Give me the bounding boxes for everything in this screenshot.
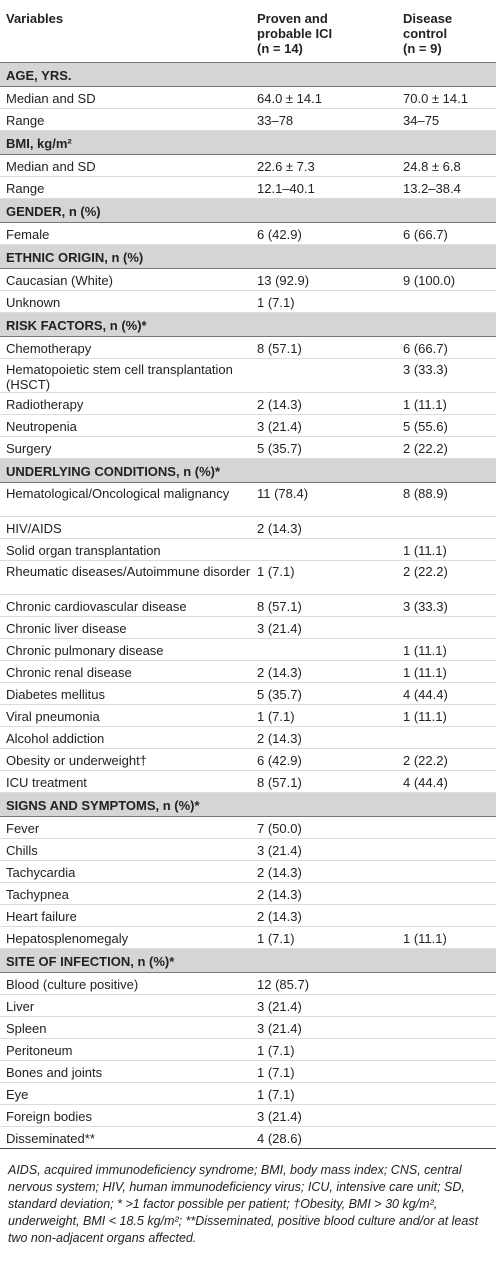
table-row bbox=[0, 1016, 496, 1038]
cell-disease-control: 2 (22.2) bbox=[397, 748, 496, 770]
table-row bbox=[0, 1082, 496, 1104]
header-control-n: (n = 9) bbox=[403, 41, 442, 56]
table-row bbox=[0, 436, 496, 458]
row-label: Chronic pulmonary disease bbox=[0, 638, 251, 660]
cell-proven-ici: 2 (14.3) bbox=[251, 392, 397, 414]
row-label: Chronic renal disease bbox=[0, 660, 251, 682]
section-title: SIGNS AND SYMPTOMS, n (%)* bbox=[0, 792, 496, 816]
cell-disease-control bbox=[397, 860, 496, 882]
cell-disease-control bbox=[397, 290, 496, 312]
cell-proven-ici: 1 (7.1) bbox=[251, 704, 397, 726]
row-label: ICU treatment bbox=[0, 770, 251, 792]
table-row bbox=[0, 616, 496, 638]
cell-disease-control: 1 (11.1) bbox=[397, 392, 496, 414]
row-label: Unknown bbox=[0, 290, 251, 312]
cell-disease-control bbox=[397, 1038, 496, 1060]
cell-proven-ici: 13 (92.9) bbox=[251, 268, 397, 290]
row-label: Eye bbox=[0, 1082, 251, 1104]
cell-proven-ici: 8 (57.1) bbox=[251, 770, 397, 792]
cell-proven-ici: 64.0 ± 14.1 bbox=[251, 86, 397, 108]
table-row bbox=[0, 86, 496, 108]
section-title: BMI, kg/m² bbox=[0, 130, 496, 154]
header-proven-probable-ici bbox=[251, 0, 397, 62]
row-label: Hematological/Oncological malignancy bbox=[0, 482, 251, 516]
cell-disease-control: 24.8 ± 6.8 bbox=[397, 154, 496, 176]
row-label: Liver bbox=[0, 994, 251, 1016]
table-row bbox=[0, 816, 496, 838]
cell-disease-control: 2 (22.2) bbox=[397, 560, 496, 594]
header-variables: Variables bbox=[6, 11, 64, 26]
table-header-row bbox=[0, 0, 496, 62]
header-proven-line2: probable ICI bbox=[257, 26, 333, 41]
table-row bbox=[0, 516, 496, 538]
table-row bbox=[0, 176, 496, 198]
section-title: UNDERLYING CONDITIONS, n (%)* bbox=[0, 458, 496, 482]
cell-disease-control bbox=[397, 882, 496, 904]
cell-disease-control bbox=[397, 1082, 496, 1104]
table-row bbox=[0, 392, 496, 414]
footnote-text: AIDS, acquired immunodeficiency syndrome; BMI, body mass index; CNS, central nervous system; HIV, human immunodeficiency virus; ICU, intensive care unit; SD, standard deviation; * >1 factor possible per patient; †Obesity, BMI > 30 kg/m², underweight, BMI < 18.5 kg/m²; **Disseminated, positive blood culture and/or at least two non-adjacent organs affected. bbox=[8, 1162, 479, 1245]
cell-disease-control bbox=[397, 838, 496, 860]
table-row bbox=[0, 594, 496, 616]
header-control-line1: Disease bbox=[403, 11, 453, 26]
cell-proven-ici: 1 (7.1) bbox=[251, 560, 397, 594]
table-row bbox=[0, 1126, 496, 1148]
cell-proven-ici bbox=[251, 538, 397, 560]
row-label: Fever bbox=[0, 816, 251, 838]
cell-disease-control: 2 (22.2) bbox=[397, 436, 496, 458]
row-label: Range bbox=[0, 176, 251, 198]
table-row bbox=[0, 1060, 496, 1082]
table-row bbox=[0, 222, 496, 244]
section-header-row bbox=[0, 312, 496, 336]
cell-proven-ici: 3 (21.4) bbox=[251, 616, 397, 638]
cell-disease-control bbox=[397, 616, 496, 638]
cell-proven-ici: 11 (78.4) bbox=[251, 482, 397, 516]
cell-proven-ici: 2 (14.3) bbox=[251, 882, 397, 904]
table-row bbox=[0, 904, 496, 926]
section-header-row bbox=[0, 62, 496, 86]
cell-proven-ici: 2 (14.3) bbox=[251, 726, 397, 748]
row-label: Tachypnea bbox=[0, 882, 251, 904]
header-disease-control bbox=[397, 0, 496, 62]
table-row bbox=[0, 538, 496, 560]
row-label: Female bbox=[0, 222, 251, 244]
row-label: Neutropenia bbox=[0, 414, 251, 436]
cell-disease-control: 70.0 ± 14.1 bbox=[397, 86, 496, 108]
cell-disease-control: 5 (55.6) bbox=[397, 414, 496, 436]
row-label: Solid organ transplantation bbox=[0, 538, 251, 560]
cell-proven-ici: 1 (7.1) bbox=[251, 926, 397, 948]
table-row bbox=[0, 972, 496, 994]
cell-disease-control: 8 (88.9) bbox=[397, 482, 496, 516]
table-row bbox=[0, 1104, 496, 1126]
table-row bbox=[0, 660, 496, 682]
cell-disease-control: 1 (11.1) bbox=[397, 926, 496, 948]
table-footnote bbox=[0, 1149, 496, 1247]
cell-disease-control: 6 (66.7) bbox=[397, 222, 496, 244]
cell-disease-control bbox=[397, 726, 496, 748]
cell-proven-ici: 12 (85.7) bbox=[251, 972, 397, 994]
cell-proven-ici: 12.1–40.1 bbox=[251, 176, 397, 198]
row-label: Viral pneumonia bbox=[0, 704, 251, 726]
row-label: Caucasian (White) bbox=[0, 268, 251, 290]
section-header-row bbox=[0, 130, 496, 154]
row-label: Median and SD bbox=[0, 86, 251, 108]
cell-proven-ici: 1 (7.1) bbox=[251, 1082, 397, 1104]
cell-disease-control: 1 (11.1) bbox=[397, 538, 496, 560]
section-header-row bbox=[0, 198, 496, 222]
row-label: Obesity or underweight† bbox=[0, 748, 251, 770]
cell-disease-control bbox=[397, 1016, 496, 1038]
row-label: Chemotherapy bbox=[0, 336, 251, 358]
cell-proven-ici: 22.6 ± 7.3 bbox=[251, 154, 397, 176]
cell-disease-control: 3 (33.3) bbox=[397, 594, 496, 616]
table-row bbox=[0, 926, 496, 948]
cell-proven-ici: 2 (14.3) bbox=[251, 516, 397, 538]
row-label: Diabetes mellitus bbox=[0, 682, 251, 704]
cell-proven-ici: 8 (57.1) bbox=[251, 336, 397, 358]
cell-disease-control: 4 (44.4) bbox=[397, 770, 496, 792]
row-label: Hematopoietic stem cell transplantation (HSCT) bbox=[0, 358, 251, 392]
cell-disease-control bbox=[397, 816, 496, 838]
header-control-line2: control bbox=[403, 26, 448, 41]
row-label: Peritoneum bbox=[0, 1038, 251, 1060]
cell-proven-ici: 8 (57.1) bbox=[251, 594, 397, 616]
row-label: Radiotherapy bbox=[0, 392, 251, 414]
cell-proven-ici: 2 (14.3) bbox=[251, 860, 397, 882]
section-header-row bbox=[0, 458, 496, 482]
row-label: HIV/AIDS bbox=[0, 516, 251, 538]
row-label: Surgery bbox=[0, 436, 251, 458]
cell-disease-control: 13.2–38.4 bbox=[397, 176, 496, 198]
table-row bbox=[0, 770, 496, 792]
cell-disease-control: 4 (44.4) bbox=[397, 682, 496, 704]
cell-disease-control: 1 (11.1) bbox=[397, 660, 496, 682]
cell-disease-control: 1 (11.1) bbox=[397, 704, 496, 726]
cell-proven-ici: 7 (50.0) bbox=[251, 816, 397, 838]
cell-proven-ici bbox=[251, 358, 397, 392]
cell-proven-ici: 33–78 bbox=[251, 108, 397, 130]
section-title: RISK FACTORS, n (%)* bbox=[0, 312, 496, 336]
table-row bbox=[0, 682, 496, 704]
cell-disease-control: 1 (11.1) bbox=[397, 638, 496, 660]
row-label: Hepatosplenomegaly bbox=[0, 926, 251, 948]
cell-disease-control bbox=[397, 1126, 496, 1148]
cell-disease-control bbox=[397, 994, 496, 1016]
table-row bbox=[0, 482, 496, 516]
table-body bbox=[0, 62, 496, 1148]
cell-proven-ici: 6 (42.9) bbox=[251, 222, 397, 244]
table-row bbox=[0, 290, 496, 312]
row-label: Median and SD bbox=[0, 154, 251, 176]
row-label: Chronic liver disease bbox=[0, 616, 251, 638]
table-row bbox=[0, 154, 496, 176]
cell-proven-ici: 3 (21.4) bbox=[251, 994, 397, 1016]
cell-disease-control bbox=[397, 1104, 496, 1126]
table-row bbox=[0, 358, 496, 392]
cell-proven-ici: 2 (14.3) bbox=[251, 904, 397, 926]
table-row bbox=[0, 838, 496, 860]
cell-disease-control: 3 (33.3) bbox=[397, 358, 496, 392]
row-label: Foreign bodies bbox=[0, 1104, 251, 1126]
cell-disease-control bbox=[397, 516, 496, 538]
section-header-row bbox=[0, 948, 496, 972]
row-label: Bones and joints bbox=[0, 1060, 251, 1082]
cell-proven-ici: 3 (21.4) bbox=[251, 838, 397, 860]
table-row bbox=[0, 726, 496, 748]
row-label: Chills bbox=[0, 838, 251, 860]
row-label: Disseminated** bbox=[0, 1126, 251, 1148]
cell-proven-ici bbox=[251, 638, 397, 660]
cell-proven-ici: 1 (7.1) bbox=[251, 290, 397, 312]
row-label: Rheumatic diseases/Autoimmune disorder bbox=[0, 560, 251, 594]
table-row bbox=[0, 108, 496, 130]
cell-disease-control: 34–75 bbox=[397, 108, 496, 130]
cell-disease-control bbox=[397, 972, 496, 994]
cell-proven-ici: 3 (21.4) bbox=[251, 414, 397, 436]
header-proven-line1: Proven and bbox=[257, 11, 328, 26]
section-title: SITE OF INFECTION, n (%)* bbox=[0, 948, 496, 972]
table-row bbox=[0, 638, 496, 660]
cell-proven-ici: 3 (21.4) bbox=[251, 1016, 397, 1038]
row-label: Alcohol addiction bbox=[0, 726, 251, 748]
section-title: AGE, YRS. bbox=[0, 62, 496, 86]
table-row bbox=[0, 268, 496, 290]
section-header-row bbox=[0, 792, 496, 816]
table-row bbox=[0, 748, 496, 770]
table-row bbox=[0, 704, 496, 726]
table-row bbox=[0, 414, 496, 436]
cell-disease-control: 6 (66.7) bbox=[397, 336, 496, 358]
header-proven-n: (n = 14) bbox=[257, 41, 303, 56]
table-row bbox=[0, 1038, 496, 1060]
row-label: Spleen bbox=[0, 1016, 251, 1038]
cell-disease-control: 9 (100.0) bbox=[397, 268, 496, 290]
cell-disease-control bbox=[397, 1060, 496, 1082]
table-row bbox=[0, 560, 496, 594]
row-label: Chronic cardiovascular disease bbox=[0, 594, 251, 616]
row-label: Range bbox=[0, 108, 251, 130]
section-title: GENDER, n (%) bbox=[0, 198, 496, 222]
table-row bbox=[0, 882, 496, 904]
section-title: ETHNIC ORIGIN, n (%) bbox=[0, 244, 496, 268]
cell-proven-ici: 3 (21.4) bbox=[251, 1104, 397, 1126]
table-row bbox=[0, 994, 496, 1016]
cell-proven-ici: 5 (35.7) bbox=[251, 436, 397, 458]
cell-proven-ici: 1 (7.1) bbox=[251, 1060, 397, 1082]
cell-proven-ici: 2 (14.3) bbox=[251, 660, 397, 682]
row-label: Heart failure bbox=[0, 904, 251, 926]
table-row bbox=[0, 860, 496, 882]
row-label: Blood (culture positive) bbox=[0, 972, 251, 994]
cell-disease-control bbox=[397, 904, 496, 926]
cell-proven-ici: 5 (35.7) bbox=[251, 682, 397, 704]
cell-proven-ici: 6 (42.9) bbox=[251, 748, 397, 770]
table-row bbox=[0, 336, 496, 358]
section-header-row bbox=[0, 244, 496, 268]
cell-proven-ici: 4 (28.6) bbox=[251, 1126, 397, 1148]
row-label: Tachycardia bbox=[0, 860, 251, 882]
cell-proven-ici: 1 (7.1) bbox=[251, 1038, 397, 1060]
